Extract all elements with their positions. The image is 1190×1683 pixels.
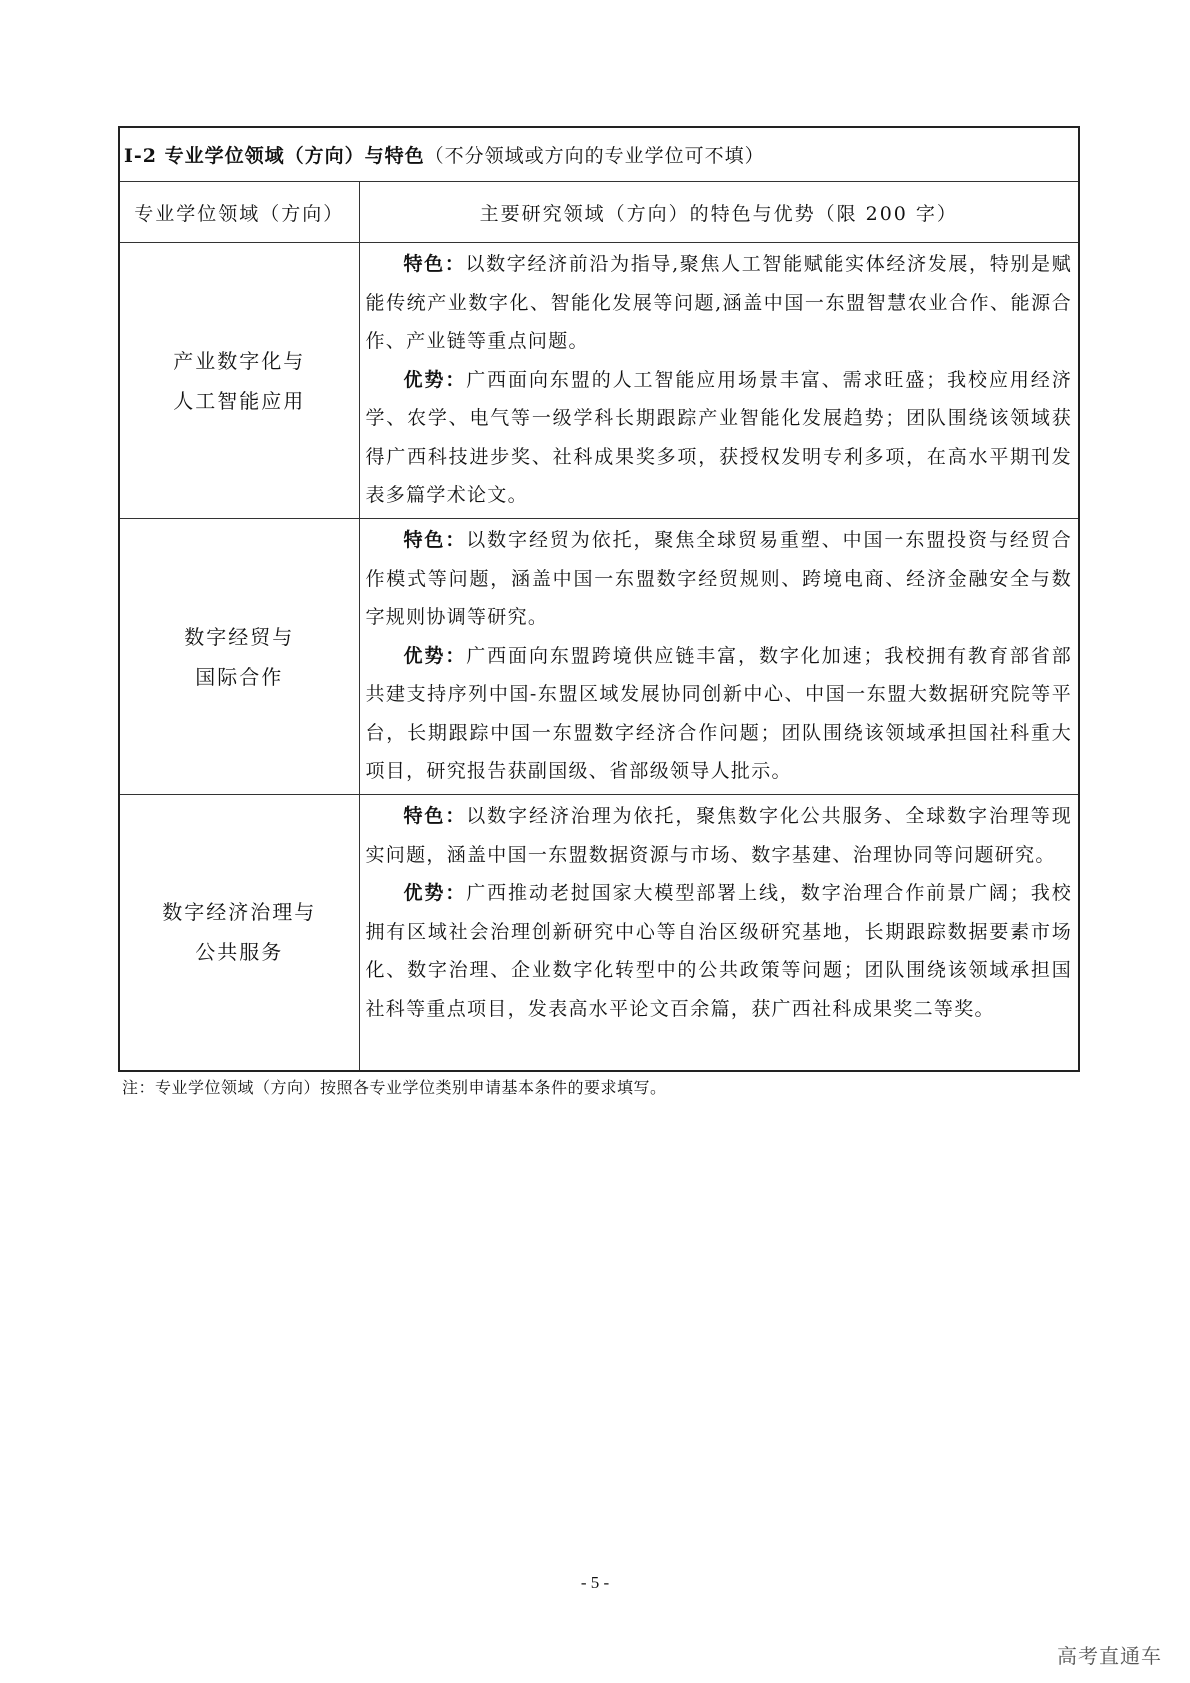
domain-name-line2: 人工智能应用 <box>173 388 306 413</box>
feature-paragraph <box>366 245 1073 361</box>
feature-paragraph <box>366 797 1073 874</box>
page-number: - 5 - <box>580 1573 610 1592</box>
watermark-text: 高考直通车 <box>1057 1644 1162 1668</box>
advantage-paragraph <box>366 874 1073 1028</box>
feature-label: 特色： <box>403 529 467 551</box>
description-cell <box>359 243 1079 519</box>
header-features: 主要研究领域（方向）的特色与优势（限 200 字） <box>359 182 1079 243</box>
table-title-row <box>119 127 1079 182</box>
domain-name-line2: 国际合作 <box>195 664 284 689</box>
advantage-label: 优势： <box>403 882 467 904</box>
feature-label: 特色： <box>403 805 467 827</box>
feature-paragraph <box>366 521 1073 637</box>
feature-text: 以数字经贸为依托，聚焦全球贸易重塑、中国一东盟投资与经贸合作模式等问题，涵盖中国一东盟数字经贸规则、跨境电商、经济金融安全与数字规则协调等研究。 <box>365 529 1072 628</box>
domain-cell <box>119 795 359 1071</box>
domain-name-line2: 公共服务 <box>195 940 284 965</box>
domain-name-line1: 数字经济治理与 <box>162 900 317 925</box>
advantage-text: 广西推动老挝国家大模型部署上线，数字治理合作前景广阔；我校拥有区域社会治理创新研究中心等自治区级研究基地，长期跟踪数据要素市场化、数字治理、企业数字化转型中的公共政策等问题；团队围绕该领域承担国社科等重点项目，发表高水平论文百余篇，获广西社科成果奖二等奖。 <box>365 882 1072 1020</box>
description-cell <box>359 795 1079 1071</box>
domain-cell <box>119 243 359 519</box>
advantage-text: 广西面向东盟跨境供应链丰富，数字化加速；我校拥有教育部省部共建支持序列中国-东盟区域发展协同创新中心、中国一东盟大数据研究院等平台，长期跟踪中国一东盟数字经济合作问题；团队围绕该领域承担国社科重大项目，研究报告获副国级、省部级领导人批示。 <box>365 644 1072 782</box>
advantage-paragraph <box>366 637 1073 791</box>
advantage-label: 优势： <box>403 644 467 667</box>
table-row <box>119 795 1079 1071</box>
advantage-paragraph <box>366 361 1073 515</box>
table-title-note: （不分领域或方向的专业学位可不填） <box>424 145 765 167</box>
header-domain: 专业学位领域（方向） <box>119 182 359 243</box>
feature-text: 以数字经济前沿为指导,聚焦人工智能赋能实体经济发展，特别是赋能传统产业数字化、智能化发展等问题,涵盖中国一东盟智慧农业合作、能源合作、产业链等重点问题。 <box>365 253 1072 352</box>
table-title-main: I-2 专业学位领域（方向）与特色 <box>124 145 425 167</box>
table-title <box>119 127 1079 182</box>
advantage-label: 优势： <box>403 368 467 391</box>
table-header-row <box>119 182 1079 243</box>
table-row <box>119 243 1079 519</box>
description-cell <box>359 519 1079 795</box>
feature-text: 以数字经济治理为依托，聚焦数字化公共服务、全球数字治理等现实问题，涵盖中国一东盟数据资源与市场、数字基建、治理协同等问题研究。 <box>365 805 1072 866</box>
advantage-text: 广西面向东盟的人工智能应用场景丰富、需求旺盛；我校应用经济学、农学、电气等一级学科长期跟踪产业智能化发展趋势；团队围绕该领域获得广西科技进步奖、社科成果奖多项，获授权发明专利多项，在高水平期刊发表多篇学术论文。 <box>365 368 1072 506</box>
domain-name-line1: 数字经贸与 <box>184 624 295 649</box>
degree-fields-table <box>118 126 1080 1072</box>
table-row <box>119 519 1079 795</box>
feature-label: 特色： <box>403 253 466 275</box>
footnote: 注：专业学位领域（方向）按照各专业学位类别申请基本条件的要求填写。 <box>122 1078 667 1097</box>
domain-name-line1: 产业数字化与 <box>173 348 306 373</box>
domain-cell <box>119 519 359 795</box>
